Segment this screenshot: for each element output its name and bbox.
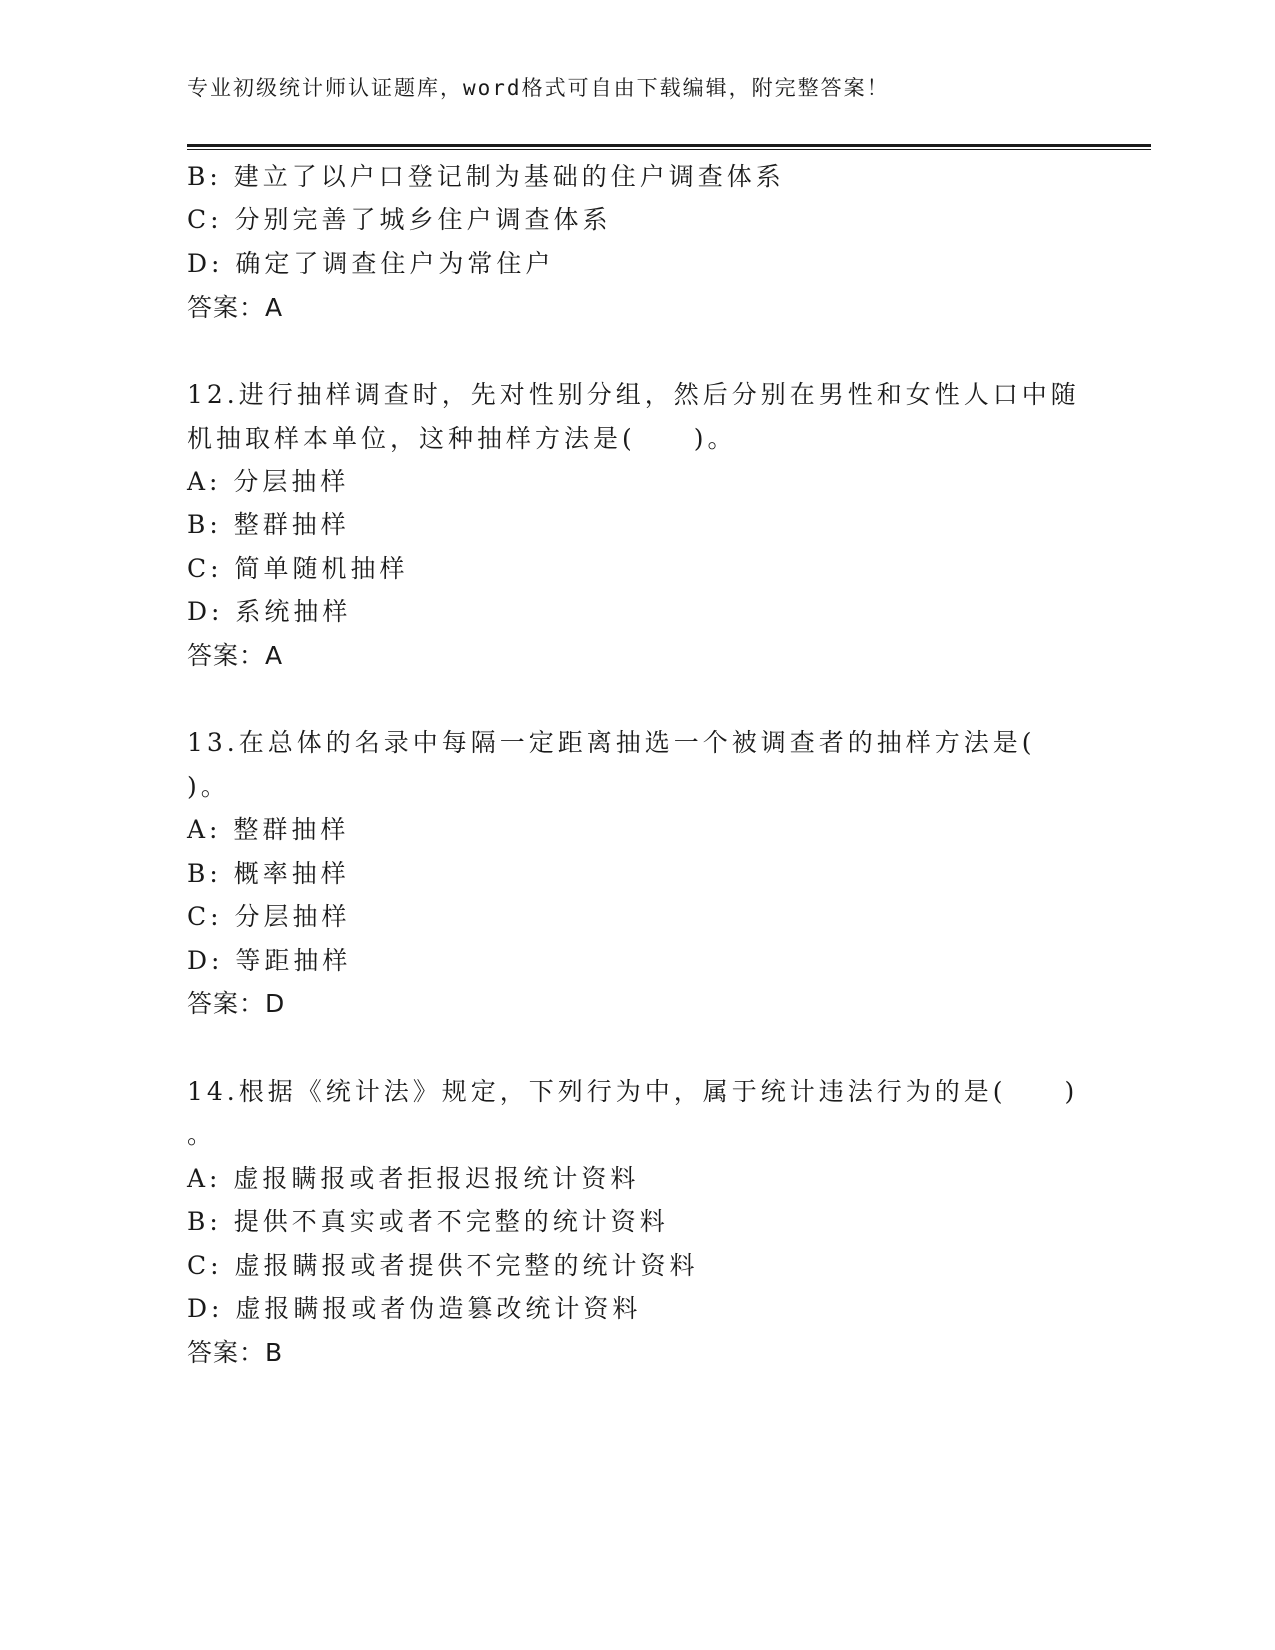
q13-option-c: C: 分层抽样	[187, 902, 351, 931]
q14-option-a: A: 虚报瞒报或者拒报迟报统计资料	[187, 1164, 640, 1193]
q14-stem-line1: 14.根据《统计法》规定，下列行为中，属于统计违法行为的是( )	[187, 1077, 1079, 1106]
q12-stem-line2: 机抽取样本单位，这种抽样方法是( )。	[187, 424, 737, 453]
q12-option-a: A: 分层抽样	[187, 467, 350, 496]
q12-stem-line1: 12.进行抽样调查时，先对性别分组，然后分别在男性和女性人口中随	[187, 380, 1080, 409]
q14-stem-line2: 。	[187, 1120, 217, 1149]
q13-option-a: A: 整群抽样	[187, 815, 350, 844]
q13-option-b: B: 概率抽样	[187, 859, 350, 888]
q12-answer: 答案：A	[187, 641, 284, 670]
q14-option-b: B: 提供不真实或者不完整的统计资料	[187, 1207, 669, 1236]
q12-option-d: D: 系统抽样	[187, 597, 352, 626]
header-rule-thick	[187, 144, 1151, 147]
q11-answer: 答案：A	[187, 293, 284, 322]
q14-option-c: C: 虚报瞒报或者提供不完整的统计资料	[187, 1251, 699, 1280]
q12-option-c: C: 简单随机抽样	[187, 554, 409, 583]
q13-stem-line2: )。	[187, 772, 230, 801]
q12-option-b: B: 整群抽样	[187, 510, 350, 539]
header-rule-thin	[187, 149, 1151, 150]
q11-option-c: C: 分别完善了城乡住户调查体系	[187, 205, 612, 234]
q13-option-d: D: 等距抽样	[187, 946, 352, 975]
page-header: 专业初级统计师认证题库，word格式可自由下载编辑，附完整答案！	[187, 76, 890, 100]
q11-option-b: B: 建立了以户口登记制为基础的住户调查体系	[187, 162, 785, 191]
q11-option-d: D: 确定了调查住户为常住户	[187, 249, 555, 278]
q14-option-d: D: 虚报瞒报或者伪造篡改统计资料	[187, 1294, 642, 1323]
q13-answer: 答案：D	[187, 989, 286, 1018]
q13-stem-line1: 13.在总体的名录中每隔一定距离抽选一个被调查者的抽样方法是(	[187, 728, 1036, 757]
q14-answer: 答案：B	[187, 1338, 284, 1367]
